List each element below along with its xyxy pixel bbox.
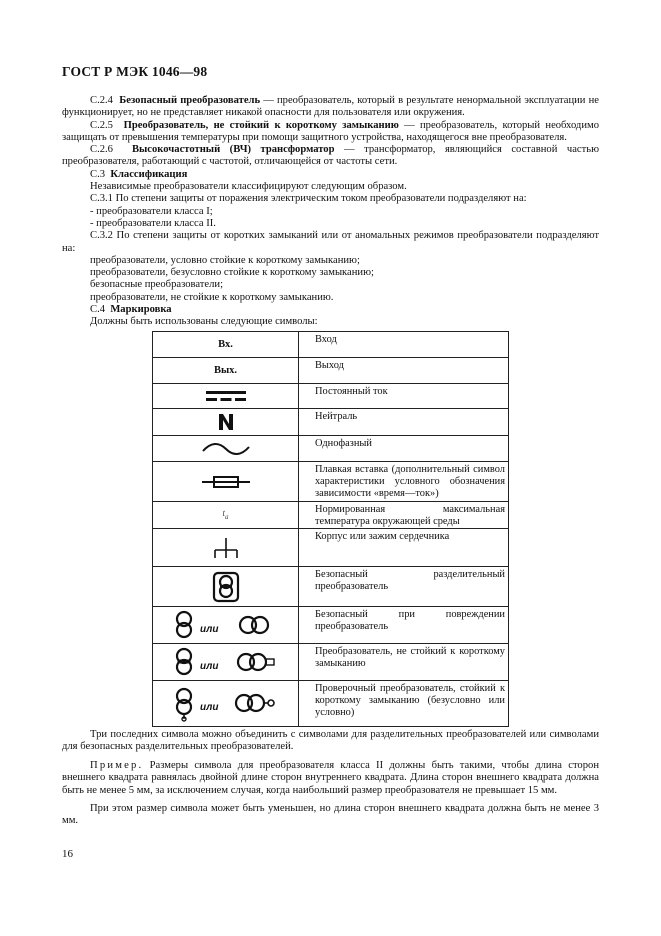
c32-item-2: преобразователи, безусловно стойкие к короткому замыканию; <box>90 267 374 279</box>
fail-safe-transformer-icon <box>174 610 278 640</box>
clause-c226: С.2.6 Высокочастотный (ВЧ) трансформатор — трансформатор, являющийся составной частью преобразователя, работающий с частотой, отличающейся от частоты сети. <box>62 144 599 168</box>
standard-header: ГОСТ Р МЭК 1046—98 <box>62 64 208 79</box>
table-row <box>153 436 509 462</box>
fuse-icon <box>200 474 252 490</box>
safety-isolating-transformer-icon <box>211 571 241 603</box>
term-c225: Преобразователь, не стойкий к короткому замыканию <box>123 119 399 131</box>
c32-item-1: преобразователи, условно стойкие к короткому замыканию; <box>90 254 360 266</box>
table-row <box>153 681 509 727</box>
page-number: 16 <box>62 848 73 860</box>
row-desc: Корпус или зажим сердечника <box>299 529 509 567</box>
row-desc: Нормированная максимальная температура окружающей среды <box>299 502 509 529</box>
c3-intro: Независимые преобразователи классифицируют следующим образом. <box>90 181 407 193</box>
combine-paragraph: Три последних символа можно объединить с символами для разделительных преобразователей или символами для безопасных разделительных преобразователей. <box>62 729 599 753</box>
or-label: или <box>199 624 218 635</box>
c31-item-2: - преобразователи класса II. <box>90 217 216 229</box>
table-row <box>153 358 509 384</box>
row-desc: Нейтраль <box>299 409 509 436</box>
term-c226: Высокочастотный (ВЧ) трансформатор <box>131 144 335 156</box>
short-circuit-proof-transformer-icon <box>174 686 278 722</box>
or-label: или <box>199 661 218 672</box>
section-c4-heading: С.4 Маркировка <box>90 304 172 316</box>
c31-item-1: - преобразователи класса I; <box>90 205 213 217</box>
example-note: Пример. Размеры символа для преобразователя класса II должны быть такими, чтобы длина сторон внешнего квадрата равнялась двойной длине сторон внутреннего квадрата. Длина сторон внешнего квадрата должна быть не менее 5 мм, за исключением случая, когда наибольший размер преобразователя не превышает 15 мм. <box>62 759 599 796</box>
table-row <box>153 567 509 607</box>
c32-item-3: безопасные преобразователи; <box>90 279 224 291</box>
row-desc: Проверочный преобразователь, стойкий к короткому замыканию (безусловно или условно) <box>299 681 509 727</box>
row-desc: Постоянный ток <box>299 384 509 409</box>
dc-symbol-icon <box>204 388 248 404</box>
table-row <box>153 332 509 358</box>
row-desc: Однофазный <box>299 436 509 462</box>
non-short-circuit-proof-transformer-icon <box>174 647 278 677</box>
neutral-n-icon <box>217 412 235 432</box>
c32-item-4: преобразователи, не стойкие к короткому замыканию. <box>90 291 334 303</box>
definitions-block <box>62 95 599 329</box>
table-row <box>153 384 509 409</box>
section-c3-heading: С.3 Классификация <box>90 168 188 180</box>
symbols-table <box>152 331 509 727</box>
clause-c32: С.3.2 По степени защиты от коротких замыканий или от аномальных режимов преобразователи подразделяют на: <box>62 230 599 254</box>
clause-c225: С.2.5 Преобразователь, не стойкий к короткому замыканию — преобразователь, который необходимо защищать от превышения температуры при помощи защитного устройства, находящегося вне преобразователя. <box>62 119 599 143</box>
term-c224: Безопасный преобразователь <box>119 95 261 106</box>
table-row <box>153 644 509 681</box>
row-desc: Преобразователь, не стойкий к короткому замыканию <box>299 644 509 681</box>
row-desc: Выход <box>299 358 509 384</box>
row-desc: Вход <box>299 332 509 358</box>
clause-c31: С.3.1 По степени защиты от поражения электрическим током преобразователи подразделяют на: <box>90 193 527 205</box>
input-abbr: Вх. <box>218 338 233 350</box>
frame-ground-icon <box>211 536 241 560</box>
table-row <box>153 607 509 644</box>
c4-intro: Должны быть использованы следующие символы: <box>90 316 318 328</box>
table-row <box>153 502 509 529</box>
after-table-block <box>62 729 599 828</box>
row-desc: Безопасный разделительный преобразователь <box>299 567 509 607</box>
table-row <box>153 462 509 502</box>
ambient-temp-symbol: $t_a$ <box>222 508 229 521</box>
output-abbr: Вых. <box>213 364 238 376</box>
clause-c224: С.2.4 Безопасный преобразователь — преобразователь, который в результате ненормальной эксплуатации не функционирует, но не представляет никакой опасности для пользователя или окружения. <box>62 95 599 119</box>
or-label: или <box>199 701 218 713</box>
table-row <box>153 409 509 436</box>
single-phase-icon <box>201 441 251 457</box>
row-desc: Плавкая вставка (дополнительный символ характеристики условного обозначения зависимости «время—ток») <box>299 462 509 502</box>
size-paragraph: При этом размер символа может быть уменьшен, но длина сторон внешнего квадрата должна быть не менее 3 мм. <box>62 803 599 827</box>
row-desc: Безопасный при повреждении преобразователь <box>299 607 509 644</box>
table-row <box>153 529 509 567</box>
note-label: Пример. <box>90 759 144 771</box>
